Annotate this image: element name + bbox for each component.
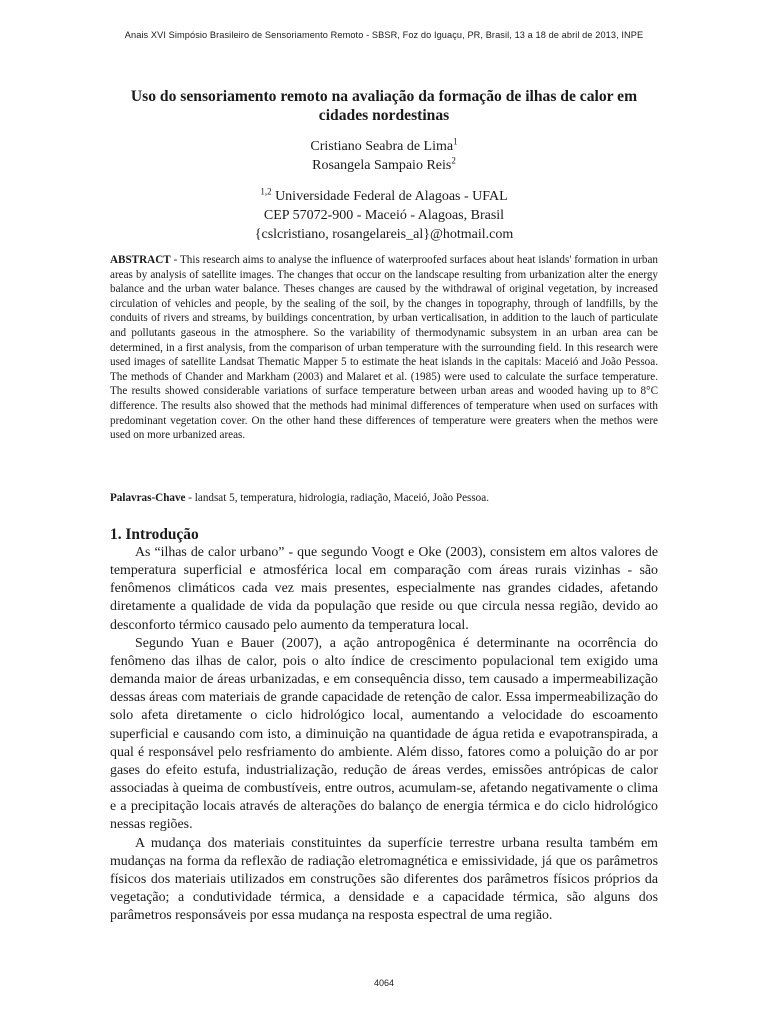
paper-title: Uso do sensoriamento remoto na avaliação da formação de ilhas de calor em cidades nordestinas <box>130 88 638 124</box>
body-paragraph-2: Segundo Yuan e Bauer (2007), a ação antropogênica é determinante na ocorrência do fenômeno das ilhas de calor, pois o alto índice de crescimento populacional tem exigido uma demanda maior de áreas urbanizadas, e em consequência disso, tem causado a impermeabilização dessas áreas com materiais de grande capacidade de retenção de calor. Essa impermeabilização do solo afeta diretamente o ciclo hidrológico local, aumentando a velocidade do escoamento superficial e causando com isto, a diminuição na quantidade de água retida e evapotranspirada, a qual é responsável pelo resfriamento do ambiente. Além disso, fatores como a poluição do ar por gases do efeito estufa, industrialização, redução de áreas verdes, emissões antrópicas de calor associadas à queima de combustíveis, entre outros, acumulam-se, afetando negativamente o clima e a precipitação locais através de alterações do balanço de energia térmica e do ciclo hidrológico nessas regiões. <box>110 635 658 833</box>
page-number: 4064 <box>373 978 395 988</box>
keywords-label: Palavras-Chave <box>110 492 186 504</box>
affiliation-line-1 <box>0 187 768 206</box>
affiliation <box>0 187 768 244</box>
section-heading: 1. Introdução <box>110 526 199 543</box>
running-head: Anais XVI Simpósio Brasileiro de Sensoriamento Remoto - SBSR, Foz do Iguaçu, PR, Brasil, 13 a 18 de abril de 2013, INPE <box>124 30 644 40</box>
author-list <box>0 137 768 175</box>
abstract <box>110 253 658 443</box>
author-2-mark: 2 <box>451 155 456 166</box>
author-1 <box>0 137 768 156</box>
affiliation-university: Universidade Federal de Alagoas - UFAL <box>275 189 508 204</box>
affiliation-email: {cslcristiano, rosangelareis_al}@hotmail.com <box>254 227 514 242</box>
body-paragraph-3: A mudança dos materiais constituintes da superfície terrestre urbana resulta também em mudanças na forma da reflexão de radiação eletromagnética e emissividade, já que os parâmetros físicos dos materiais utilizados em construções são diferentes dos parâmetros físicos próprios da vegetação; a condutividade térmica, a densidade e a capacidade térmica, são alguns dos parâmetros responsáveis por essa mudança na resposta espectral de uma região. <box>110 835 658 924</box>
section-body <box>110 544 658 925</box>
body-paragraph-1: As “ilhas de calor urbano” - que segundo Voogt e Oke (2003), consistem em altos valores de temperatura superficial e atmosférica local em comparação com áreas rurais vizinhas - são fenômenos climáticos cada vez mais presentes, especialmente nas grandes cidades, afetando diretamente a qualidade de vida da população que reside ou que circula nessa região, devido ao desconforto térmico causado pelo aumento da temperatura local. <box>110 545 658 633</box>
affiliation-mark: 1,2 <box>260 186 272 197</box>
keywords-text: - landsat 5, temperatura, hidrologia, radiação, Maceió, João Pessoa. <box>185 492 489 504</box>
keywords <box>110 491 658 505</box>
author-1-name: Cristiano Seabra de Lima <box>310 139 454 154</box>
affiliation-address: CEP 57072-900 - Maceió - Alagoas, Brasil <box>263 208 505 223</box>
author-2 <box>0 156 768 175</box>
abstract-text: - This research aims to analyse the influence of waterproofed surfaces about heat islands' formation in urban areas by analysis of satellite images. The changes that occur on the landscape resulting from urbanization alter the energy balance and the urban water balance. Theses changes are caused by the withdrawal of original vegetation, by increased circulation of vehicles and people, by the sealing of the soil, by the changes in topography, through of landfills, by the conduits of rivers and streams, by buildings concentration, by urban verticalisation, in addition to the lauch of particulate and pollutants gaseous in the atmosphere. So the variability of thermodynamic subsystem in an urban area can be determined, in a first analysis, from the comparison of urban temperature with the surrounding field. In this research were used images of satellite Landsat Thematic Mapper 5 to estimate the heat islands in the capitals: Maceió and João Pessoa. The methods of Chander and Markham (2003) and Malaret et al. (1985) were used to calculate the surface temperature. The results showed considerable variations of surface temperature between urban areas and wooded having up to 8°C difference. The results also showed that the methods had minimal differences of temperature when used on surfaces with predominant vegetation cover. On the other hand these differences of temperature were greaters when the methos were used on more urbanized areas. <box>110 254 658 442</box>
author-1-mark: 1 <box>453 136 458 147</box>
author-2-name: Rosangela Sampaio Reis <box>312 158 452 173</box>
abstract-label: ABSTRACT <box>110 254 171 266</box>
